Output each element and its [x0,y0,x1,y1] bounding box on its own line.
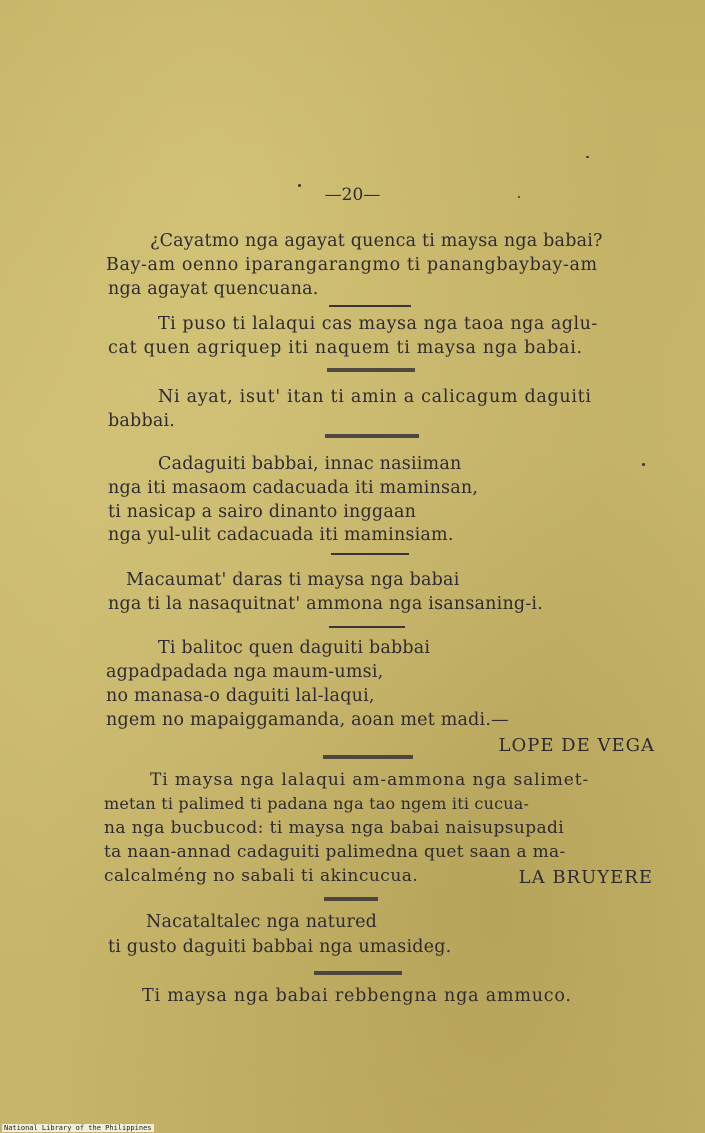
text-line: Ni ayat, isut' itan ti amin a calicagum daguiti [158,387,592,407]
text-line: Nacataltalec nga natured [146,912,378,932]
attribution: LOPE DE VEGA [498,735,655,756]
speck [518,196,520,198]
text-line: Ti balitoc quen daguiti babbai [158,638,431,658]
divider [314,971,402,975]
text-line: na nga bucbucod: ti maysa nga babai naisupsupadi [104,818,565,838]
divider [331,553,409,555]
speck [642,463,645,466]
text-line: babbai. [108,411,176,431]
text-line: Bay-am oenno iparangarangmo ti panangbaybay-am [106,255,598,275]
page-number: —20— [324,185,381,205]
text-line: nga ti la nasaquitnat' ammona nga isansaning-i. [108,594,543,614]
text-line: Ti maysa nga babai rebbengna nga ammuco. [142,986,572,1006]
divider [325,434,419,438]
text-line: nga yul-ulit cadacuada iti maminsiam. [108,525,454,545]
text-line: Cadaguiti babbai, innac nasiiman [158,454,462,474]
speck [586,156,589,158]
speck [298,184,301,187]
text-line: calcalméng no sabali ti akincucua. [104,866,419,886]
divider [323,755,413,759]
attribution: LA BRUYERE [518,867,653,888]
divider [329,626,405,628]
divider [324,897,378,901]
text-line: cat quen agriquep iti naquem ti maysa nga babai. [108,338,583,358]
text-line: Macaumat' daras ti maysa nga babai [126,570,460,590]
text-line: nga iti masaom cadacuada iti maminsan, [108,478,479,498]
divider [329,305,411,307]
text-line: Ti maysa nga lalaqui am-ammona nga salimet- [150,770,590,790]
library-footer: National Library of the Philippines [4,1124,152,1132]
text-line: metan ti palimed ti padana nga tao ngem iti cucua- [104,794,530,813]
text-line: nga agayat quencuana. [108,279,319,299]
divider [327,368,415,372]
text-line: ta naan-annad cadaguiti palimedna quet saan a ma- [104,842,566,862]
text-line: ngem no mapaiggamanda, aoan met madi.— [106,710,509,730]
text-line: no manasa-o daguiti lal-laqui, [106,686,375,706]
text-line: ti nasicap a sairo dinanto inggaan [108,502,417,522]
text-line: agpadpadada nga maum-umsi, [106,662,384,682]
text-line: ti gusto daguiti babbai nga umasideg. [108,937,452,957]
text-line: Ti puso ti lalaqui cas maysa nga taoa nga aglu- [158,314,598,334]
text-line: ¿Cayatmo nga agayat quenca ti maysa nga babai? [150,231,603,251]
